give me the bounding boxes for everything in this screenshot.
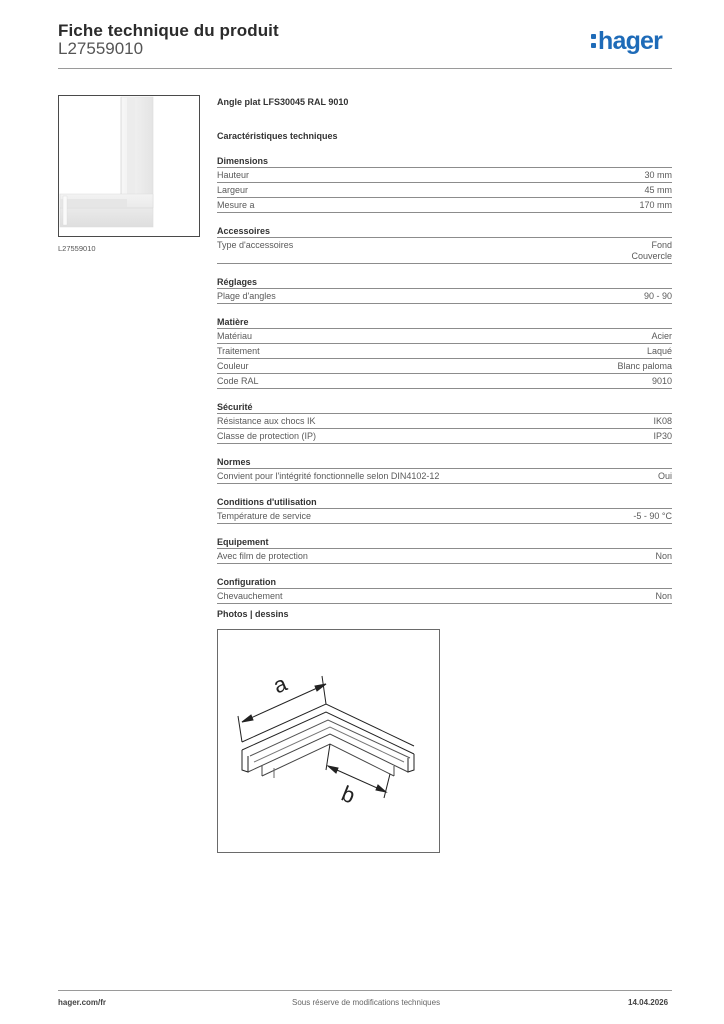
spec-value [658, 471, 672, 482]
logo-dots-icon [591, 34, 596, 48]
spec-row [217, 359, 672, 374]
spec-section [217, 536, 672, 564]
spec-row [217, 289, 672, 304]
section-title: Normes [217, 456, 672, 469]
spec-value-line: Non [655, 591, 672, 601]
spec-value-line: IK08 [653, 416, 672, 426]
spec-value [653, 431, 672, 442]
section-title: Dimensions [217, 155, 672, 168]
spec-value [651, 331, 672, 342]
header-divider [58, 68, 672, 69]
page-title: Fiche technique du produit [58, 21, 279, 40]
spec-value-line: 45 mm [644, 185, 672, 195]
spec-row [217, 549, 672, 564]
section-title: Accessoires [217, 225, 672, 238]
section-title: Equipement [217, 536, 672, 549]
spec-section [217, 401, 672, 444]
spec-value [633, 511, 672, 522]
spec-label: Résistance aux chocs IK [217, 416, 316, 426]
spec-row [217, 509, 672, 524]
spec-value-line: Couvercle [631, 251, 672, 261]
spec-row [217, 589, 672, 604]
section-title: Conditions d'utilisation [217, 496, 672, 509]
spec-value-line: 30 mm [644, 170, 672, 180]
spec-section [217, 316, 672, 389]
spec-value [644, 185, 672, 196]
spec-value [647, 346, 672, 357]
section-title: Réglages [217, 276, 672, 289]
spec-label: Température de service [217, 511, 312, 521]
section-title: Matière [217, 316, 672, 329]
dimension-drawing [218, 630, 439, 852]
spec-section [217, 496, 672, 524]
spec-label: Hauteur [217, 170, 250, 180]
spec-row [217, 469, 672, 484]
spec-value [617, 361, 672, 372]
footer-notice: Sous réserve de modifications techniques [292, 998, 441, 1007]
spec-row [217, 429, 672, 444]
characteristics-title: Caractéristiques techniques [217, 131, 338, 141]
spec-label: Chevauchement [217, 591, 283, 601]
spec-section [217, 456, 672, 484]
dimension-a-label: a [269, 670, 291, 699]
spec-value-line: Oui [657, 471, 672, 481]
spec-value-line: 9010 [651, 376, 672, 386]
footer-date: 14.04.2026 [628, 998, 669, 1007]
spec-value-line: Blanc paloma [617, 361, 672, 371]
spec-label: Largeur [217, 185, 249, 195]
spec-value-line: Fond [651, 240, 672, 250]
footer-divider [58, 990, 672, 991]
spec-value-line: 170 mm [639, 200, 672, 210]
dimension-b-label: b [337, 780, 359, 809]
section-title: Sécurité [217, 401, 672, 414]
spec-value [631, 240, 672, 262]
spec-label: Type d'accessoires [217, 240, 294, 250]
spec-label: Couleur [217, 361, 249, 371]
spec-value [653, 416, 672, 427]
spec-value [652, 376, 672, 387]
photos-title: Photos | dessins [217, 609, 289, 619]
spec-row [217, 198, 672, 213]
spec-label: Traitement [217, 346, 260, 356]
spec-row [217, 238, 672, 264]
spec-value-line: Acier [651, 331, 672, 341]
spec-label: Plage d'angles [217, 291, 276, 301]
spec-value-line: -5 - 90 °C [633, 511, 672, 521]
spec-section [217, 276, 672, 304]
product-image [58, 95, 200, 237]
spec-value [639, 200, 672, 211]
spec-label: Classe de protection (IP) [217, 431, 317, 441]
spec-value [644, 291, 672, 302]
spec-row [217, 183, 672, 198]
spec-value [655, 551, 672, 562]
product-name: Angle plat LFS30045 RAL 9010 [217, 97, 349, 107]
spec-value [644, 170, 672, 181]
spec-label: Code RAL [217, 376, 259, 386]
spec-section [217, 225, 672, 264]
hager-logo [591, 27, 662, 56]
spec-row [217, 168, 672, 183]
spec-content [217, 95, 672, 604]
spec-section [217, 576, 672, 604]
section-title: Configuration [217, 576, 672, 589]
spec-value-line: IP30 [653, 431, 672, 441]
logo-text: hager [598, 27, 663, 55]
spec-label: Convient pour l'intégrité fonctionnelle selon DIN4102-12 [217, 471, 440, 481]
spec-label: Mesure a [217, 200, 255, 210]
spec-label: Matériau [217, 331, 253, 341]
angle-piece-illustration [59, 96, 199, 236]
product-reference: L27559010 [58, 39, 144, 58]
spec-value [655, 591, 672, 602]
technical-drawing [217, 629, 440, 853]
footer-website[interactable]: hager.com/fr [58, 998, 107, 1007]
spec-label: Avec film de protection [217, 551, 308, 561]
spec-value-line: Laqué [646, 346, 672, 356]
spec-sections [217, 155, 672, 604]
spec-value-line: Non [655, 551, 672, 561]
spec-row [217, 414, 672, 429]
spec-value-line: 90 - 90 [643, 291, 672, 301]
spec-row [217, 374, 672, 389]
spec-row [217, 344, 672, 359]
image-caption: L27559010 [58, 244, 96, 253]
spec-row [217, 329, 672, 344]
spec-section [217, 155, 672, 213]
